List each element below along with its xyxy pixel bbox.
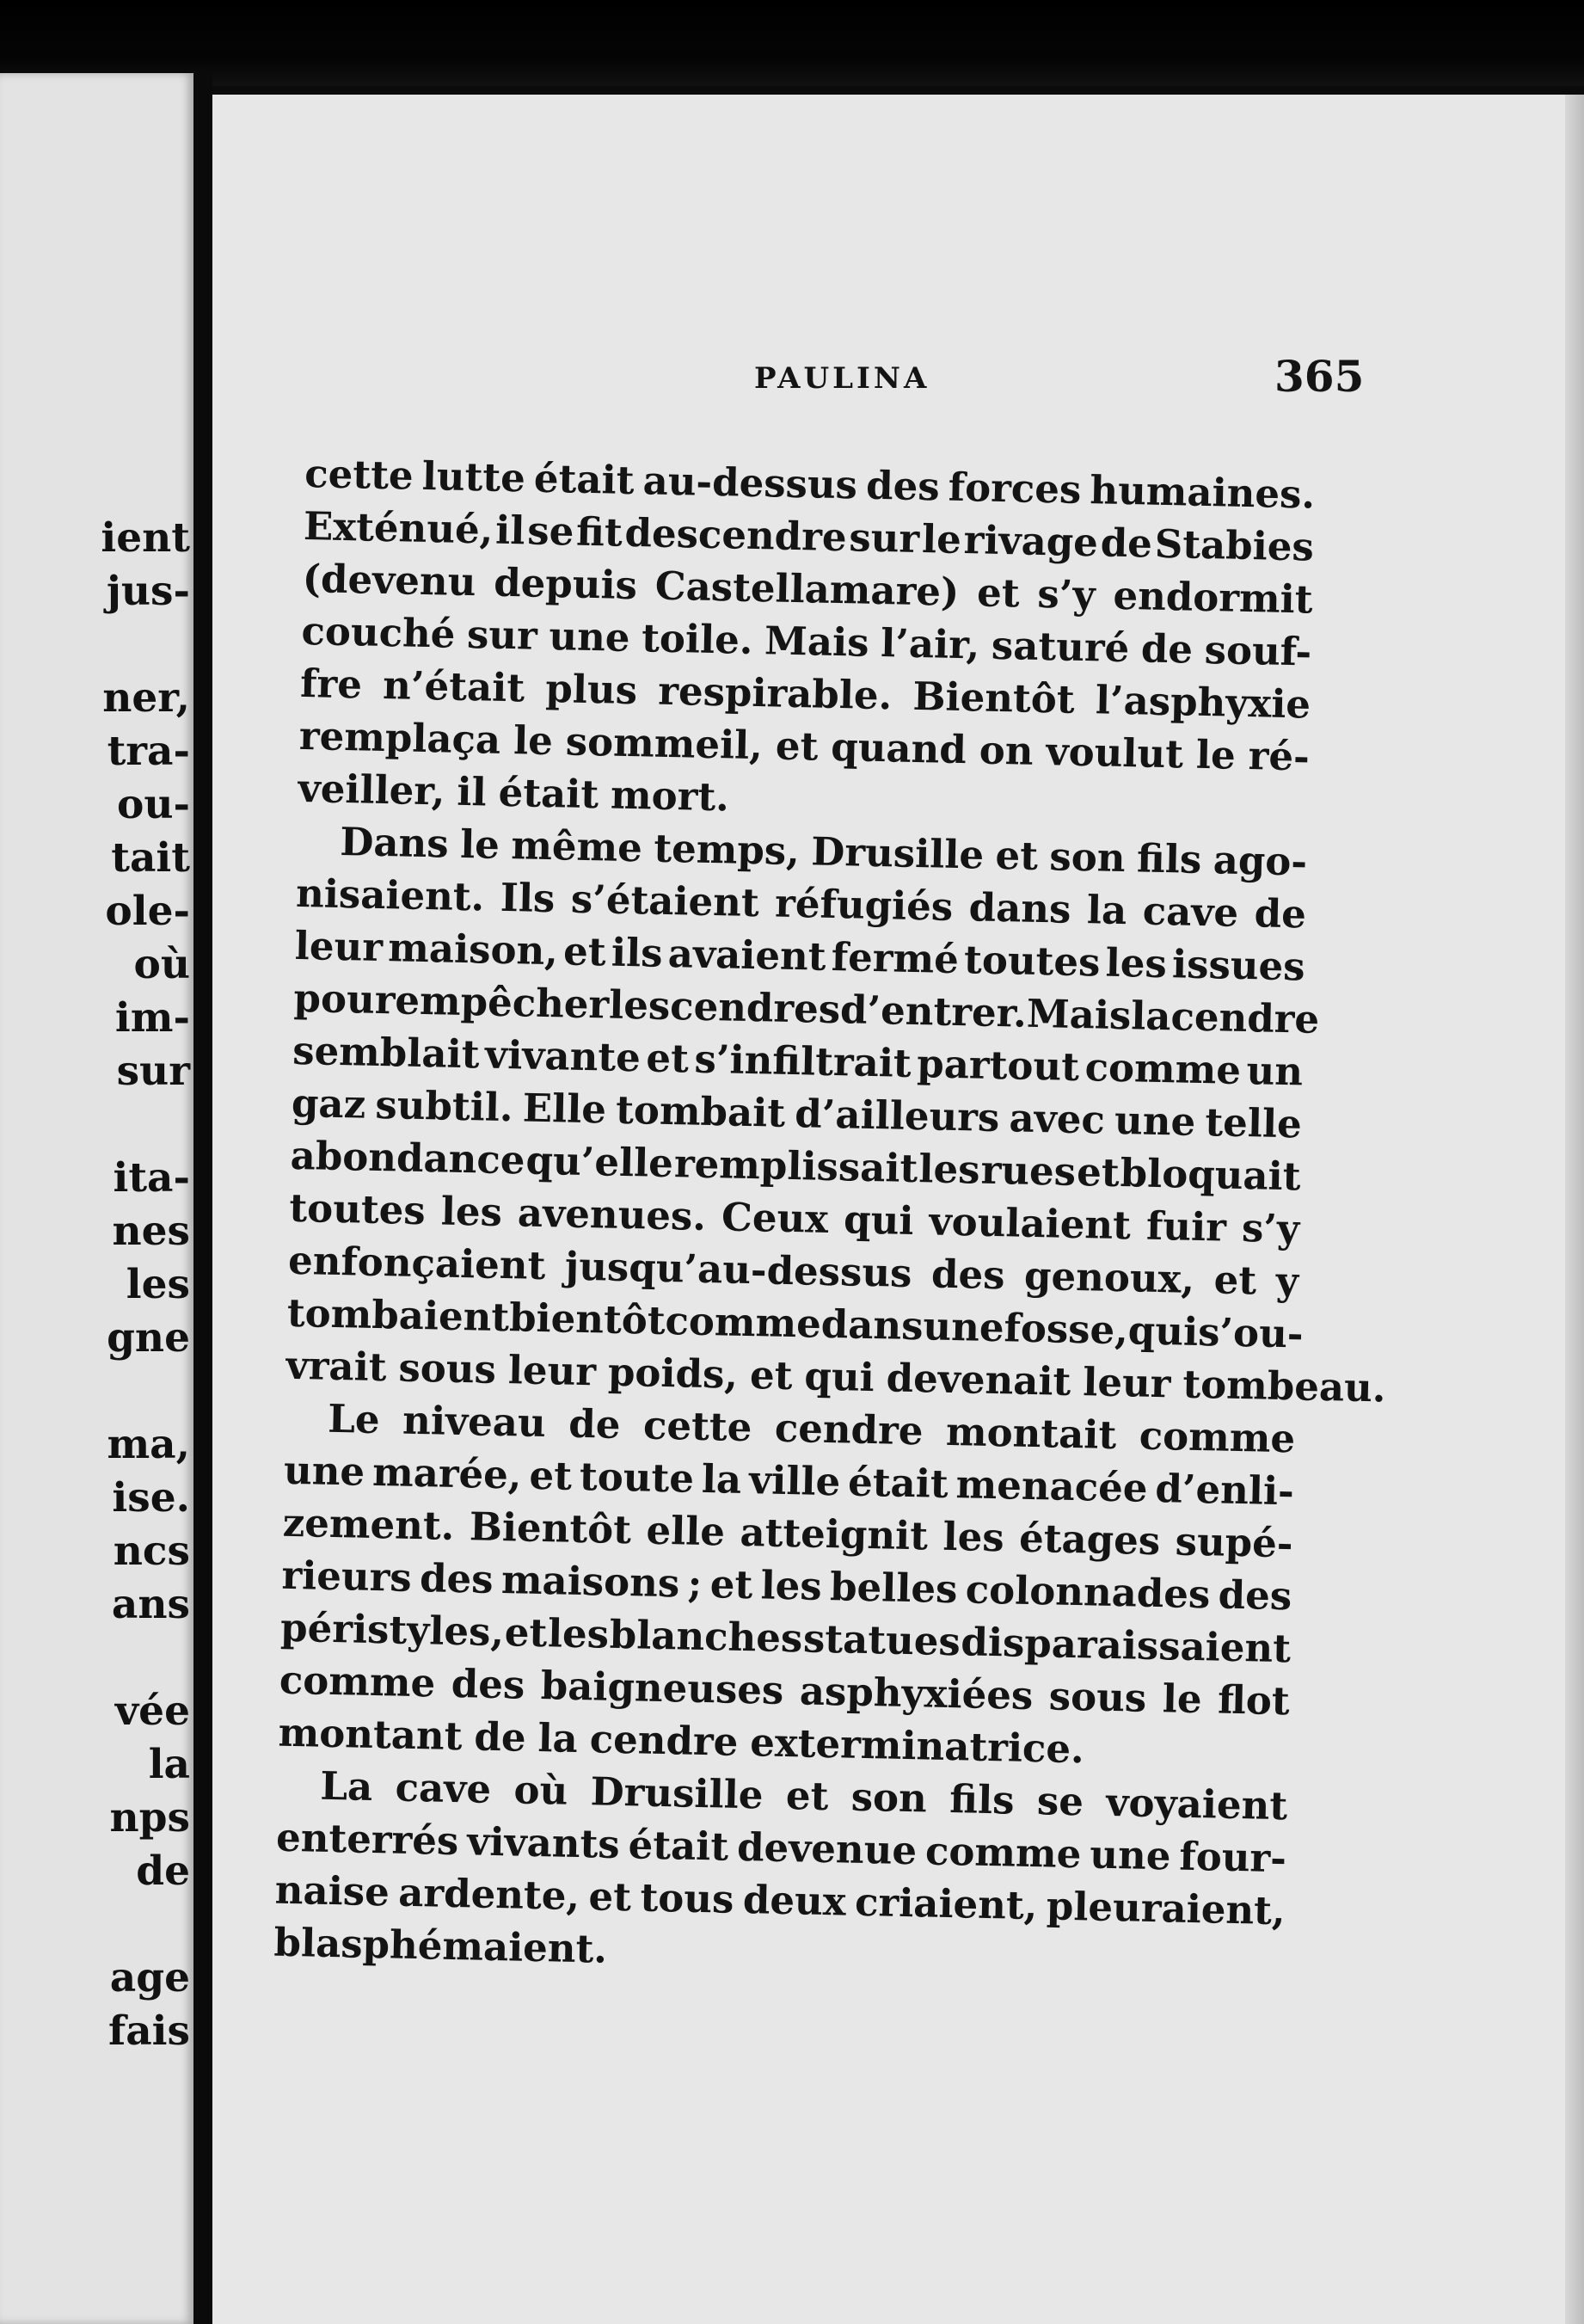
word: un	[1246, 1048, 1304, 1095]
word: et	[709, 1561, 753, 1608]
left-page-fragment: jus-	[106, 568, 190, 615]
word: de	[1254, 890, 1307, 938]
word: atteignit	[739, 1509, 929, 1559]
word: la	[537, 1715, 579, 1761]
word: fuir	[1145, 1202, 1227, 1251]
word: Mais	[764, 618, 870, 666]
word: les	[547, 1610, 610, 1657]
word: leur	[507, 1347, 597, 1395]
left-page-text-fragments	[18, 512, 190, 2058]
word: voulaient	[929, 1198, 1132, 1249]
word: de	[568, 1400, 621, 1448]
word: les	[440, 1188, 503, 1235]
word: La	[319, 1762, 373, 1810]
left-page-fragment: nps	[109, 1794, 190, 1841]
word: Drusille	[590, 1768, 764, 1818]
word: quand	[830, 723, 967, 773]
word: avaient	[667, 930, 827, 980]
left-page-fragment: ient	[101, 514, 190, 562]
word: Drusille	[810, 828, 985, 878]
word: tous	[640, 1874, 734, 1922]
word: rieurs	[280, 1552, 413, 1601]
left-page-fragment: ans	[111, 1581, 190, 1628]
word: se	[1036, 1778, 1084, 1825]
word: ville	[748, 1457, 841, 1505]
word: vrait	[285, 1342, 388, 1391]
word: rivage	[963, 517, 1099, 566]
word: son	[850, 1774, 928, 1822]
word: vivants	[466, 1818, 621, 1868]
word: descendre	[624, 509, 848, 561]
word: était	[847, 1459, 949, 1507]
word: lutte	[421, 452, 526, 501]
word: les	[918, 1146, 981, 1193]
word: et	[775, 722, 819, 770]
word: exterminatrice.	[749, 1719, 1085, 1773]
left-page-fragment: ncs	[113, 1528, 190, 1575]
word: s’ou-	[1197, 1308, 1305, 1357]
word: Elle	[522, 1085, 607, 1133]
word: colonnades	[965, 1566, 1211, 1618]
word: même	[510, 822, 643, 871]
word: pleuraient,	[1046, 1883, 1286, 1934]
word: montant	[278, 1709, 464, 1760]
word: le	[1162, 1675, 1203, 1723]
word: tombeau.	[1182, 1361, 1386, 1411]
word: une	[922, 1303, 1005, 1351]
left-page-fragment: sur	[116, 1048, 190, 1095]
word: elle	[645, 1507, 726, 1555]
word: Castellamare)	[654, 563, 960, 615]
word: dans	[820, 1300, 924, 1350]
left-page-fragment	[18, 618, 190, 672]
left-page-fragment: ou-	[116, 781, 190, 828]
word: s’y	[1241, 1205, 1300, 1252]
word: et	[562, 928, 607, 975]
paragraph	[273, 1759, 1288, 1990]
word: y	[1275, 1257, 1299, 1305]
word: fit	[575, 508, 623, 556]
word: (devenu	[302, 555, 476, 606]
word: sous	[397, 1344, 497, 1393]
word: depuis	[493, 559, 638, 609]
word: était	[628, 1822, 729, 1870]
word: s’infiltrait	[694, 1036, 912, 1086]
word: une	[548, 612, 631, 661]
word: péristyles,	[279, 1604, 505, 1656]
word: menacée	[955, 1461, 1148, 1511]
word: montait	[945, 1408, 1117, 1458]
word: une	[283, 1447, 365, 1495]
word: veiller,	[298, 765, 446, 815]
word: et	[588, 1873, 632, 1921]
word: des	[865, 462, 941, 510]
word: de	[473, 1713, 527, 1761]
word: nisaient.	[295, 870, 485, 920]
left-page-fragment: ner,	[102, 674, 190, 722]
word: réfugiés	[774, 880, 954, 930]
left-page-fragment: tait	[111, 834, 190, 882]
word: sur	[466, 611, 538, 659]
word: jusqu’au-dessus	[564, 1243, 913, 1296]
left-page-fragment: de	[136, 1848, 190, 1895]
word: le	[1195, 731, 1237, 778]
word: la	[1086, 887, 1127, 934]
word: disparaissaient	[960, 1619, 1292, 1672]
word: genoux,	[1023, 1252, 1195, 1302]
left-page-fragment: où	[133, 941, 190, 988]
left-page-fragment: ita-	[113, 1154, 190, 1202]
word: et	[645, 1035, 690, 1082]
left-page-edge	[0, 73, 193, 2324]
word: devenue	[736, 1823, 918, 1874]
word: four-	[1178, 1833, 1287, 1882]
word: fils	[949, 1776, 1016, 1823]
word: Ceux	[721, 1194, 829, 1242]
word: des	[1218, 1571, 1292, 1620]
word: au-dessus	[642, 458, 858, 508]
word: et	[1213, 1257, 1257, 1304]
word: bientôt	[508, 1294, 666, 1343]
word: cendre	[589, 1716, 739, 1765]
word: qui	[803, 1353, 875, 1401]
page-number: 365	[1274, 351, 1365, 402]
word: remplaça	[298, 712, 501, 763]
word: rues	[980, 1147, 1077, 1195]
word: des	[451, 1660, 525, 1708]
word: fils	[1136, 835, 1202, 882]
word: belles	[829, 1564, 958, 1613]
word: Bientôt	[469, 1503, 632, 1553]
word: d’entrer.	[839, 987, 1028, 1036]
word: flot	[1217, 1676, 1291, 1725]
word: les	[608, 981, 671, 1030]
word: saturé	[991, 622, 1130, 672]
word: asphyxiées	[799, 1668, 1034, 1719]
right-page	[212, 95, 1584, 2324]
word: qui	[1127, 1307, 1199, 1355]
body-text	[273, 447, 1386, 1989]
word: respirable.	[657, 667, 893, 719]
word: on	[979, 727, 1035, 774]
word: s’y	[1036, 570, 1096, 618]
left-page-fragment: tra-	[107, 728, 190, 775]
word: sommeil,	[565, 718, 764, 769]
left-page-fragment: nes	[112, 1208, 190, 1255]
word: le	[513, 717, 554, 765]
word: n’était	[382, 661, 525, 711]
word: cave	[395, 1764, 492, 1812]
word: criaient,	[854, 1878, 1038, 1929]
word: blanches	[609, 1611, 803, 1662]
word: ils	[611, 929, 664, 976]
word: naise	[274, 1866, 390, 1915]
word: cette	[304, 450, 414, 499]
word: enfonçaient	[287, 1237, 546, 1289]
left-page-fragment: la	[148, 1741, 190, 1788]
word: toutes	[288, 1184, 427, 1234]
word: poids,	[607, 1349, 739, 1398]
word: subtil.	[374, 1081, 514, 1131]
word: gaz	[291, 1079, 366, 1128]
left-page-fragment: ma,	[107, 1421, 190, 1468]
word: s’étaient	[570, 876, 760, 926]
word: Dans	[339, 818, 450, 867]
left-page-fragment: ole-	[105, 888, 190, 935]
word: Mais	[1026, 990, 1132, 1039]
word: telle	[1204, 1099, 1303, 1147]
word: et	[529, 1452, 573, 1499]
word: fermé	[831, 933, 960, 983]
word: ;	[687, 1560, 703, 1607]
word: couché	[300, 607, 456, 657]
word: souf-	[1204, 626, 1312, 675]
word: devenait	[886, 1355, 1071, 1405]
left-page-fragment	[18, 1898, 190, 1952]
word: les	[760, 1562, 823, 1609]
word: tombait	[615, 1086, 786, 1136]
word: et	[785, 1773, 829, 1820]
word: était	[533, 455, 635, 504]
word: une	[1114, 1097, 1196, 1145]
word: empêcher	[394, 977, 610, 1028]
word: l’asphyxie	[1095, 677, 1311, 728]
word: leur	[1082, 1359, 1171, 1407]
word: cendre	[774, 1405, 924, 1454]
word: dans	[968, 884, 1071, 932]
word: marée,	[371, 1448, 523, 1498]
word: vivante	[484, 1031, 642, 1081]
word: pour	[293, 974, 396, 1024]
word: de	[1100, 520, 1153, 567]
word: une	[1089, 1831, 1171, 1879]
word: enterrés	[275, 1814, 459, 1865]
word: était	[498, 769, 599, 818]
word: qu’elle	[525, 1137, 674, 1187]
word: plus	[544, 665, 638, 714]
left-page-fragment: fais	[108, 2007, 190, 2055]
word: des	[419, 1555, 494, 1602]
word: statues	[802, 1615, 961, 1665]
word: cette	[642, 1402, 752, 1451]
word: et	[995, 832, 1039, 879]
word: supé-	[1175, 1518, 1294, 1567]
word: bloquait	[1120, 1150, 1302, 1200]
word: temps,	[653, 825, 801, 875]
word: blasphémaient.	[273, 1919, 608, 1972]
word: il	[494, 507, 525, 554]
word: zement.	[282, 1499, 455, 1549]
scan-border-top	[0, 0, 1584, 86]
left-page-fragment: age	[109, 1954, 190, 2001]
word: Bientôt	[912, 673, 1076, 722]
book-gutter	[193, 73, 212, 2324]
word: toile.	[641, 615, 754, 663]
word: la	[1130, 993, 1172, 1040]
word: les	[942, 1513, 1005, 1561]
word: abondance	[290, 1132, 525, 1184]
word: comme	[665, 1297, 822, 1347]
word: fosse,	[1004, 1305, 1129, 1354]
word: niveau	[402, 1397, 547, 1447]
paragraph	[278, 1392, 1296, 1780]
word: avenues.	[517, 1190, 707, 1239]
word: cave	[1142, 888, 1239, 936]
word: l’air,	[880, 620, 980, 668]
word: comme	[1139, 1412, 1296, 1462]
word: remplissait	[673, 1140, 918, 1192]
word: le	[459, 821, 500, 868]
word: et	[504, 1609, 548, 1657]
word: les	[1105, 939, 1168, 987]
paragraph	[285, 815, 1386, 1412]
word: étages	[1018, 1515, 1161, 1565]
running-head: PAULINA	[754, 361, 930, 396]
word: cendre	[1170, 993, 1320, 1042]
word: maison,	[387, 925, 559, 974]
paragraph	[298, 447, 1316, 836]
word: fre	[299, 660, 363, 708]
word: la	[701, 1455, 742, 1503]
word: humaines.	[1089, 467, 1316, 518]
word: tombaient	[286, 1289, 510, 1341]
word: leur	[294, 922, 384, 971]
word: semblait	[292, 1027, 481, 1078]
word: mort.	[610, 772, 730, 821]
word: voulut	[1045, 729, 1184, 778]
word: ago-	[1213, 837, 1308, 885]
left-page-fragment: ise.	[112, 1474, 190, 1522]
word: Exténué,	[303, 502, 494, 553]
word: et	[749, 1352, 794, 1399]
word: avec	[1008, 1095, 1106, 1143]
word: cendres	[669, 983, 841, 1033]
left-page-fragment: gne	[107, 1314, 190, 1362]
word: endormit	[1112, 572, 1314, 623]
word: baigneuses	[540, 1663, 784, 1713]
left-page-fragment: im-	[114, 994, 190, 1042]
word: forces	[948, 464, 1082, 513]
word: toute	[579, 1453, 695, 1502]
word: comme	[924, 1828, 1082, 1878]
word: Ils	[500, 874, 556, 922]
left-page-fragment	[18, 1632, 190, 1685]
word: se	[526, 507, 574, 555]
word: partout	[916, 1041, 1080, 1090]
word: comme	[279, 1657, 436, 1706]
left-page-fragment	[18, 1365, 190, 1418]
word: il	[456, 768, 488, 815]
word: Le	[327, 1395, 381, 1443]
word: issues	[1171, 941, 1306, 990]
word: deux	[742, 1877, 847, 1925]
word: sur	[848, 514, 920, 562]
left-page-fragment	[18, 1098, 190, 1152]
word: maisons	[500, 1557, 680, 1607]
left-page-fragment: vée	[114, 1688, 190, 1735]
word: ré-	[1248, 733, 1311, 780]
word: de	[1140, 625, 1194, 673]
left-page-fragment: les	[126, 1261, 190, 1308]
word: toutes	[963, 937, 1101, 986]
word: ardente,	[397, 1869, 580, 1920]
page-edge	[1565, 95, 1584, 2324]
word: qui	[843, 1196, 915, 1245]
word: d’ailleurs	[794, 1091, 1000, 1141]
word: voyaient	[1105, 1779, 1288, 1829]
word: d’enli-	[1154, 1465, 1295, 1515]
word: où	[513, 1767, 568, 1814]
word: et	[976, 569, 1021, 617]
word: le	[921, 516, 962, 563]
word: sous	[1048, 1673, 1147, 1721]
word: Stabies	[1154, 520, 1315, 570]
word: des	[930, 1251, 1006, 1299]
word: comme	[1084, 1044, 1242, 1093]
word: et	[1076, 1148, 1120, 1196]
word: son	[1048, 833, 1127, 882]
